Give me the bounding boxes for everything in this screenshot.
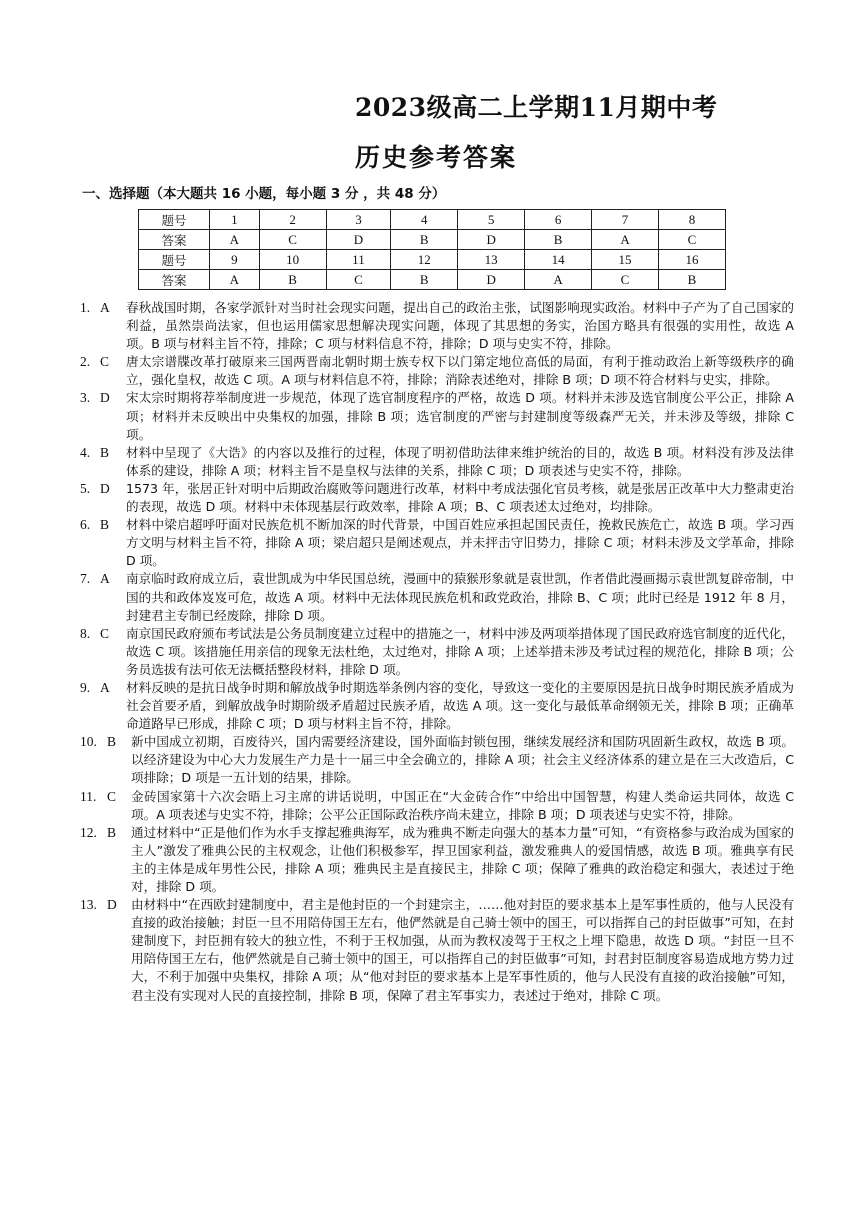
explanation-text: 春秋战国时期，各家学派针对当时社会现实问题，提出自己的政治主张，试图影响现实政治。材料中子产为了自己国家的利益，虽然崇尚法家，但也运用儒家思想解决现实问题，体现了其思想的务实，治国方略具有很强的实用性，故选 A 项。B 项与材料主旨不符，排除；C 项与材料信息不符，排除；D 项与史实不符，排除。 <box>126 300 794 352</box>
answer-letter: D <box>100 480 110 496</box>
explanation-text: 唐太宗谱牒改革打破原来三国两晋南北朝时期士族专权下以门第定地位高低的局面，有利于推动政治上新等级秩序的确立，强化皇权，故选 C 项。A 项与材料信息不符，排除；消除表述绝对，排除 B 项；D 项不符合材料与史实，排除。 <box>126 354 794 388</box>
table-row <box>139 210 726 230</box>
table-cell: 6 <box>525 210 592 230</box>
answer-letter: B <box>107 824 117 840</box>
explanation-text: 南京临时政府成立后，袁世凯成为中华民国总统，漫画中的猿猴形象就是袁世凯，作者借此漫画揭示袁世凯复辟帝制，中国的共和政体岌岌可危，故选 A 项。材料中无法体现民族危机和政党政治，排除 B、C 项；此时已经是 1912 年 8 月，封建君主专制已经废除，排除 D 项。 <box>126 571 794 623</box>
question-number: 3. <box>80 390 91 406</box>
answer-letter: B <box>100 444 110 460</box>
table-cell: D <box>458 230 525 250</box>
question-number: 11. <box>80 788 97 804</box>
table-row <box>139 230 726 250</box>
row-label: 题号 <box>139 210 210 230</box>
explanation-text: 通过材料中“正是他们作为水手支撑起雅典海军，成为雅典不断走向强大的基本力量”可知，“有资格参与政治成为国家的主人”激发了雅典公民的主权观念，让他们积极参军，捍卫国家利益，激发雅典人的爱国情感，故选 B 项。雅典享有民主的主体是成年男性公民，排除 A 项；雅典民主是直接民主，排除 C 项；保障了雅典的政治稳定和强大，表述过于绝对，排除 D 项。 <box>131 824 794 894</box>
list-item <box>80 570 794 624</box>
list-item <box>80 480 794 516</box>
list-item <box>80 444 794 480</box>
explanation-text: 宋太宗时期将荐举制度进一步规范，体现了选官制度程序的严格，故选 D 项。材料并未涉及选官制度公平公正，排除 A 项；材料并未反映出中央集权的加强，排除 B 项；选官制度的严密与封建制度等级森严无关，并未涉及等级，排除 C 项。 <box>126 390 794 442</box>
question-number: 5. <box>80 480 91 496</box>
answer-letter: B <box>100 517 110 533</box>
list-item <box>80 788 794 824</box>
explanation-text: 材料中梁启超呼吁面对民族危机不断加深的时代背景，中国百姓应承担起国民责任，挽救民族危亡，故选 B 项。学习西方文明与材料主旨不符，排除 A 项；梁启超只是阐述观点，并未抨击守旧势力，排除 C 项；材料未涉及文学革命，排除 D 项。 <box>126 517 794 569</box>
list-item <box>80 896 794 1005</box>
table-cell: 5 <box>458 210 525 230</box>
explanation-text: 材料中呈现了《大诰》的内容以及推行的过程，体现了明初借助法律来维护统治的目的，故选 B 项。材料没有涉及法律体系的建设，排除 A 项；材料主旨不是皇权与法律的关系，排除 C 项；D 项表述与史实不符，排除。 <box>126 444 794 478</box>
explanation-text: 1573 年，张居正针对明中后期政治腐败等问题进行改革，材料中考成法强化官员考核，就是张居正改革中大力整肃吏治的表现，故选 D 项。材料中未体现基层行政效率，排除 A 项；B、C 项表述太过绝对，均排除。 <box>126 480 794 515</box>
table-row <box>139 250 726 270</box>
list-item <box>80 824 794 896</box>
question-number: 9. <box>80 679 91 695</box>
table-cell: 15 <box>592 250 659 270</box>
list-item <box>80 733 794 787</box>
table-cell: A <box>210 270 260 290</box>
question-number: 10. <box>80 734 97 750</box>
question-number: 6. <box>80 517 91 533</box>
table-cell: B <box>525 230 592 250</box>
question-number: 1. <box>80 300 91 315</box>
row-label: 答案 <box>139 270 210 290</box>
table-cell: B <box>259 270 326 290</box>
table-cell: 2 <box>259 210 326 230</box>
table-cell: C <box>658 230 725 250</box>
table-cell: A <box>592 230 659 250</box>
answer-table <box>138 209 726 290</box>
table-cell: 10 <box>259 250 326 270</box>
explanation-text: 南京国民政府颁布考试法是公务员制度建立过程中的措施之一，材料中涉及两项举措体现了国民政府选官制度的近代化，故选 C 项。该措施任用亲信的现象无法杜绝，太过绝对，排除 A 项；上述举措未涉及考试过程的规范化，排除 B 项；公务员选拔有法可依无法概括整段材料，排除 D 项。 <box>126 625 794 677</box>
question-number: 4. <box>80 444 91 460</box>
explanation-text: 由材料中“在西欧封建制度中，君主是他封臣的一个封建宗主，……他对封臣的要求基本上是军事性质的，他与人民没有直接的政治接触；封臣一旦不用陪侍国王左右，他俨然就是自己骑士领中的国王，可以指挥自己的封臣做事”可知，在封建制度下，封臣拥有较大的独立性，不利于王权加强，从而为教权凌驾于王权之上埋下隐患，故选 D 项。“封臣一旦不用陪侍国王左右，他俨然就是自己骑士领中的国王，可以指挥自己的封臣做事”可知，封君封臣制度容易造成地方势力过大，不利于加强中央集权，排除 A 项；从“他对封臣的要求基本上是军事性质的，他与人民没有直接的政治接触”可知，君主没有实现对人民的直接控制，排除 B 项，保障了君主军事实力，表述过于绝对，排除 C 项。 <box>131 897 794 1003</box>
answer-letter: A <box>100 571 110 587</box>
question-number: 12. <box>80 824 97 840</box>
table-cell: C <box>259 230 326 250</box>
list-item <box>80 625 794 679</box>
explanation-text: 金砖国家第十六次会晤上习主席的讲话说明，中国正在“大金砖合作”中给出中国智慧，构建人类命运共同体，故选 C 项。A 项表述与史实不符，排除；公平公正国际政治秩序尚未建立，排除 B 项；D 项表述与史实不符，排除。 <box>131 788 794 822</box>
table-cell: C <box>592 270 659 290</box>
explanation-text: 新中国成立初期，百废待兴，国内需要经济建设，国外面临封锁包围，继续发展经济和国防巩固新生政权，故选 B 项。以经济建设为中心大力发展生产力是十一届三中全会确立的，排除 A 项；社会主义经济体系的建立是在三大改造后，C 项排除；D 项是一五计划的结果，排除。 <box>131 734 794 786</box>
explanation-text: 材料反映的是抗日战争时期和解放战争时期选举条例内容的变化，导致这一变化的主要原因是抗日战争时期民族矛盾成为社会首要矛盾，到解放战争时期阶级矛盾超过民族矛盾，故选 A 项。这一变化与最低革命纲领无关，排除 B 项；正确革命道路早已形成，排除 C 项；D 项与材料主旨不符，排除。 <box>126 679 794 732</box>
table-cell: B <box>391 270 458 290</box>
question-number: 7. <box>80 571 91 587</box>
table-cell: 7 <box>592 210 659 230</box>
table-cell: 4 <box>391 210 458 230</box>
question-number: 2. <box>80 354 91 370</box>
answer-letter: B <box>107 734 117 750</box>
table-cell: D <box>458 270 525 290</box>
question-number: 8. <box>80 625 91 641</box>
answer-letter: C <box>100 625 110 641</box>
answer-letter: A <box>100 679 110 695</box>
section-heading: 一、选择题（本大题共 16 小题，每小题 3 分 ，共 48 分） <box>82 186 446 202</box>
list-item <box>80 353 794 389</box>
explanation-list <box>80 299 794 1005</box>
table-cell: 8 <box>658 210 725 230</box>
table-row <box>139 270 726 290</box>
table-cell: 12 <box>391 250 458 270</box>
table-cell: 13 <box>458 250 525 270</box>
list-item <box>80 679 794 733</box>
table-cell: B <box>658 270 725 290</box>
table-cell: D <box>326 230 391 250</box>
answer-letter: D <box>107 897 117 913</box>
document-title: 2023级高二上学期11月期中考 <box>355 93 718 122</box>
answer-letter: D <box>100 390 110 406</box>
row-label: 题号 <box>139 250 210 270</box>
table-cell: 14 <box>525 250 592 270</box>
table-cell: 3 <box>326 210 391 230</box>
table-cell: 11 <box>326 250 391 270</box>
list-item <box>80 299 794 353</box>
row-label: 答案 <box>139 230 210 250</box>
table-cell: 16 <box>658 250 725 270</box>
answer-letter: C <box>100 354 110 370</box>
answer-letter: C <box>107 788 117 804</box>
document-subtitle: 历史参考答案 <box>355 143 518 172</box>
list-item <box>80 516 794 570</box>
list-item <box>80 389 794 443</box>
answer-letter: A <box>100 300 110 315</box>
table-cell: C <box>326 270 391 290</box>
table-cell: B <box>391 230 458 250</box>
table-cell: A <box>525 270 592 290</box>
table-cell: A <box>210 230 260 250</box>
table-cell: 1 <box>210 210 260 230</box>
table-cell: 9 <box>210 250 260 270</box>
question-number: 13. <box>80 897 97 913</box>
